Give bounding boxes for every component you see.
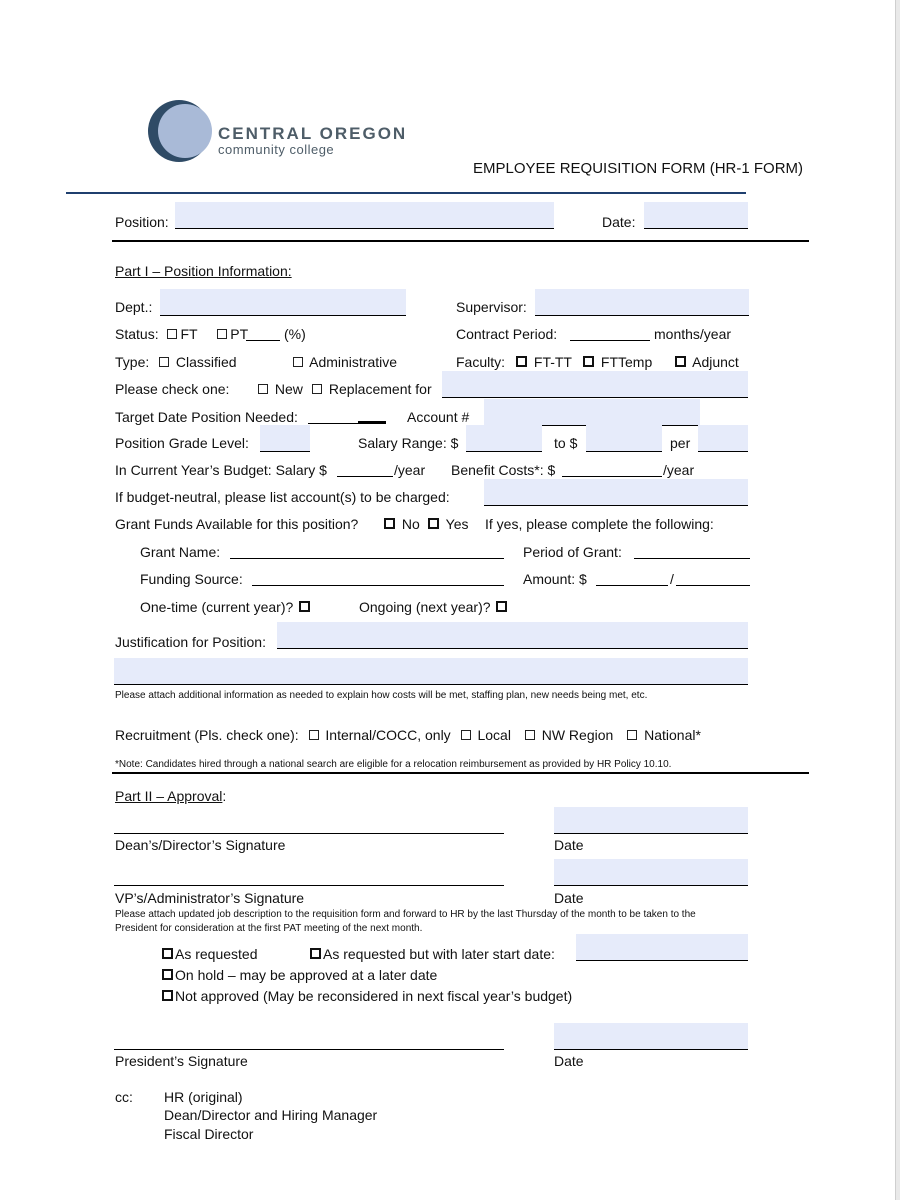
vp-signature-line[interactable] [114,885,504,886]
grant-yes-option[interactable] [426,516,468,532]
amount-field[interactable] [596,585,668,586]
check-one-label: Please check one: [115,381,230,397]
months-year-label: months/year [654,326,732,342]
supervisor-underline [535,315,749,316]
check-new-label: New [274,381,303,397]
opt-not-checkbox[interactable] [162,990,173,1001]
account-label: Account # [407,409,470,425]
check-new-checkbox[interactable] [258,384,268,394]
grade-label: Position Grade Level: [115,435,249,451]
part2-heading-colon: : [222,788,227,804]
date1-label: Date [554,837,584,853]
recruit-nw-checkbox[interactable] [525,730,535,740]
title-divider [66,192,746,194]
date1-field[interactable] [554,807,748,833]
position-field[interactable] [175,202,554,228]
date2-underline [554,885,748,886]
faculty-fttemp-checkbox[interactable] [583,356,594,367]
opt-hold-label: On hold – may be approved at a later date [175,967,438,983]
grant-name-field[interactable] [230,558,504,559]
opt-hold-checkbox[interactable] [162,969,173,980]
status-ft-checkbox[interactable] [167,329,177,339]
dean-signature-label: Dean’s/Director’s Signature [115,837,286,853]
cc-item: Dean/Director and Hiring Manager [164,1107,378,1123]
recruit-national-checkbox[interactable] [627,730,637,740]
cc-item: HR (original) [164,1089,243,1105]
recruit-nw-label: NW Region [541,727,614,743]
funding-label: Funding Source: [140,571,243,587]
opt-requested-checkbox[interactable] [162,948,173,959]
later-date-underline [576,960,748,961]
check-new-option[interactable] [256,381,303,397]
type-administrative-label: Administrative [309,354,398,370]
contract-period-label: Contract Period: [456,326,558,342]
grade-field[interactable] [260,425,310,451]
account-field[interactable] [484,399,700,425]
date2-label: Date [554,890,584,906]
recruit-local-label: Local [477,727,511,743]
opt-later-label: As requested but with later start date: [323,946,555,962]
type-classified-label: Classified [175,354,237,370]
ongoing-option[interactable] [359,599,510,615]
grant-yes-checkbox[interactable] [428,518,439,529]
per-label: per [670,435,691,451]
onetime-option[interactable] [140,599,313,615]
opt-not-label: Not approved (May be reconsidered in next fiscal year’s budget) [175,988,573,1004]
neutral-underline [484,505,748,506]
form-title: EMPLOYEE REQUISITION FORM (HR-1 FORM) [473,160,804,177]
date1-underline [554,833,748,834]
part2-heading: Part II – Approval [115,788,223,804]
per-year-label-2: /year [663,462,695,478]
to-label: to $ [554,435,578,451]
justification-underline [277,648,748,649]
justification-field-2[interactable] [114,658,748,684]
justification-underline-2 [114,684,748,685]
grant-name-label: Grant Name: [140,544,221,560]
check-replacement-label: Replacement for [328,381,432,397]
faculty-adjunct-option[interactable] [673,354,739,370]
budget-salary-field[interactable] [337,476,393,477]
instruction-line1: Please attach updated job description to the requisition form and forward to HR by the last Thursday of the month to be taken to the [115,909,696,920]
recruit-internal-label: Internal/COCC, only [325,727,451,743]
president-signature-line[interactable] [114,1049,504,1050]
president-signature-label: President’s Signature [115,1053,248,1069]
period-field[interactable] [634,558,750,559]
header-divider [112,240,809,242]
grant-no-checkbox[interactable] [384,518,395,529]
date3-field[interactable] [554,1023,748,1049]
opt-later-option[interactable] [310,946,555,962]
recruit-row [115,727,701,743]
date-field[interactable] [644,202,748,228]
target-date-label: Target Date Position Needed: [115,409,298,425]
faculty-adjunct-label: Adjunct [692,354,739,370]
check-replacement-option[interactable] [310,381,432,397]
type-classified-option[interactable] [157,354,237,370]
per-year-label: /year [394,462,426,478]
budget-label: In Current Year’s Budget: Salary $ [115,462,327,478]
type-label: Type: [115,354,150,370]
per-underline [698,451,748,452]
per-field[interactable] [698,425,748,451]
position-underline [175,228,554,229]
recruit-national-label: National* [644,727,701,743]
amount-period-field[interactable] [676,585,750,586]
salary-max-field[interactable] [586,425,662,451]
status-row [115,326,248,342]
part2-heading-wrap [115,788,226,804]
salary-min-underline [466,451,542,452]
recruit-local-checkbox[interactable] [461,730,471,740]
instruction-line2: President for consideration at the first PAT meeting of the next month. [115,923,423,934]
onetime-checkbox[interactable] [299,601,310,612]
national-note: *Note: Candidates hired through a national search are eligible for a relocation reimbursement as provided by HR Policy 10.10. [115,759,672,770]
opt-hold-option[interactable] [162,967,437,983]
dept-underline [160,315,406,316]
status-pt-label: PT [230,326,249,342]
grant-followup: If yes, please complete the following: [485,516,714,532]
benefit-label: Benefit Costs*: $ [451,462,556,478]
cc-label: cc: [115,1089,133,1105]
amount-slash: / [670,571,674,587]
contract-period-field[interactable] [570,340,650,341]
dept-field[interactable] [160,289,406,315]
status-pct-label: (%) [284,326,306,342]
part1-divider [112,772,809,774]
faculty-adjunct-checkbox[interactable] [675,356,686,367]
later-date-field[interactable] [576,934,748,960]
grant-no-label: No [401,516,420,532]
opt-requested-label: As requested [175,946,258,962]
check-replacement-checkbox[interactable] [312,384,322,394]
position-label: Position: [115,214,169,230]
replacement-underline [442,397,748,398]
recruit-internal-checkbox[interactable] [309,730,319,740]
justification-label: Justification for Position: [115,634,266,650]
onetime-label: One-time (current year)? [140,599,294,615]
replacement-field[interactable] [442,371,748,397]
faculty-fttt-option[interactable] [514,354,572,370]
benefit-field[interactable] [562,476,662,477]
faculty-fttemp-option[interactable] [581,354,652,370]
cc-item: Fiscal Director [164,1126,254,1142]
type-administrative-checkbox[interactable] [293,357,303,367]
neutral-field[interactable] [484,479,748,505]
justification-field[interactable] [277,622,748,648]
vp-signature-label: VP’s/Administrator’s Signature [115,890,305,906]
pt-percent-field[interactable] [246,340,280,341]
date3-label: Date [554,1053,584,1069]
supervisor-field[interactable] [535,289,749,315]
grade-underline [260,451,310,452]
opt-requested-option[interactable] [162,946,258,962]
neutral-label: If budget-neutral, please list account(s) to be charged: [115,489,450,505]
funding-field[interactable] [252,585,504,586]
status-pt-checkbox[interactable] [217,329,227,339]
opt-not-option[interactable] [162,988,572,1004]
faculty-label: Faculty: [456,354,506,370]
date-label: Date: [602,214,636,230]
salary-max-underline [586,451,662,452]
date2-field[interactable] [554,859,748,885]
grant-no-option[interactable] [382,516,420,532]
faculty-fttemp-label: FTTemp [600,354,653,370]
recruit-label: Recruitment (Pls. check one): [115,727,299,743]
grant-yes-label: Yes [445,516,469,532]
ongoing-checkbox[interactable] [496,601,507,612]
opt-later-checkbox[interactable] [310,948,321,959]
salary-min-field[interactable] [466,425,542,451]
date3-underline [554,1049,748,1050]
date-underline [644,228,748,229]
dean-signature-line[interactable] [114,833,504,834]
faculty-fttt-checkbox[interactable] [516,356,527,367]
supervisor-label: Supervisor: [456,299,527,315]
salary-range-label: Salary Range: $ [358,435,459,451]
status-label: Status: [115,326,159,342]
grant-question: Grant Funds Available for this position? [115,516,359,532]
faculty-fttt-label: FT-TT [533,354,572,370]
ongoing-label: Ongoing (next year)? [359,599,491,615]
amount-label: Amount: $ [523,571,587,587]
part1-heading: Part I – Position Information: [115,263,292,279]
status-ft-label: FT [180,326,198,342]
type-classified-checkbox[interactable] [159,357,169,367]
logo-line1: CENTRAL OREGON [218,124,408,143]
period-label: Period of Grant: [523,544,622,560]
target-date-mark [358,421,386,424]
logo-line2: community college [218,142,335,157]
attach-note: Please attach additional information as needed to explain how costs will be met, staffing plan, new needs being met, etc. [115,690,648,701]
type-administrative-option[interactable] [291,354,397,370]
logo-circle-icon [148,100,210,162]
dept-label: Dept.: [115,299,153,315]
